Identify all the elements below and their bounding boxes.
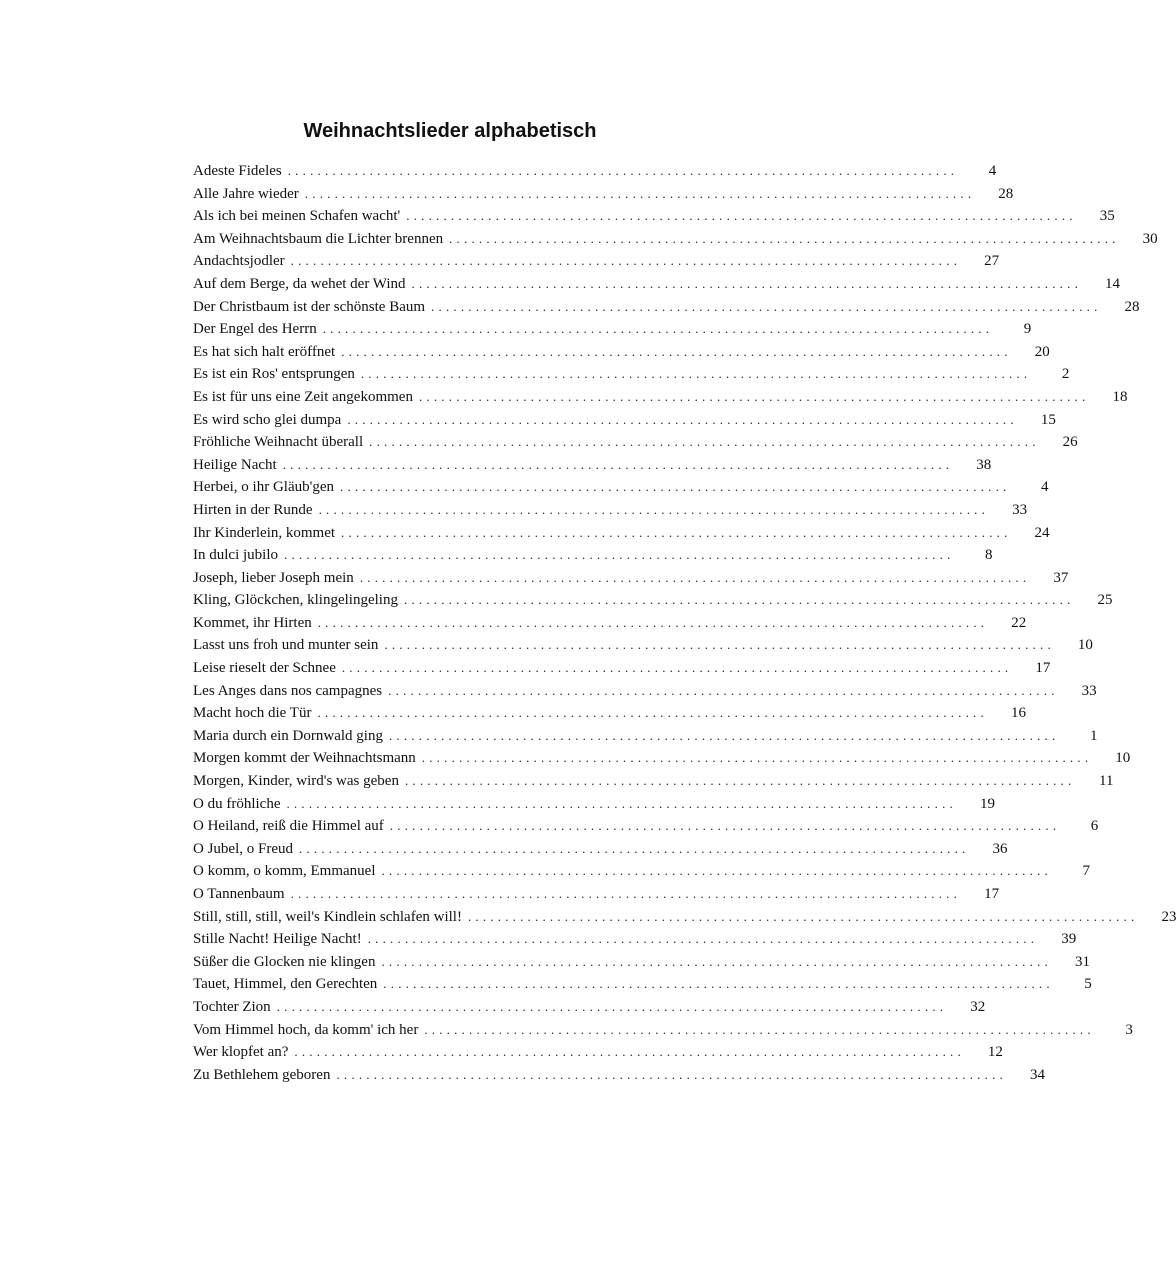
- dot-leader: ..........................................................................................: [388, 682, 1059, 698]
- song-title: Stille Nacht! Heilige Nacht!: [193, 931, 362, 948]
- dot-leader: ..........................................................................................: [341, 524, 1012, 540]
- index-entry: [193, 273, 1121, 296]
- index-entry: [193, 250, 1000, 273]
- dot-leader: ..........................................................................................: [404, 773, 1076, 789]
- index-entry: [193, 951, 1090, 974]
- index-entry: [193, 973, 1092, 996]
- song-title: Adeste Fideles: [193, 163, 282, 179]
- index-entry: [193, 205, 1115, 228]
- dot-leader: ..........................................................................................: [299, 840, 970, 856]
- page-number: 23: [1161, 908, 1176, 925]
- page-title: Weihnachtslieder alphabetisch: [303, 120, 597, 142]
- song-title: Lasst uns froh und munter sein: [193, 637, 379, 654]
- page-number: 31: [1074, 953, 1090, 970]
- index-entry: [193, 1019, 1133, 1042]
- page-number: 15: [1040, 411, 1056, 428]
- page-number: 19: [979, 795, 995, 812]
- dot-leader: ..........................................................................................: [381, 953, 1052, 969]
- index-entry: [193, 363, 1070, 386]
- song-title: Hirten in der Runde: [193, 501, 313, 518]
- page-number: 17: [1035, 660, 1051, 677]
- song-title: Zu Bethlehem geboren: [193, 1066, 331, 1083]
- index-entry: [193, 1041, 1003, 1064]
- index-entry: [193, 996, 986, 1019]
- dot-leader: ..........................................................................................: [276, 998, 948, 1014]
- page-number: 25: [1097, 592, 1113, 609]
- page-number: 17: [984, 886, 1000, 902]
- song-index: [193, 160, 1176, 1086]
- song-title: Auf dem Berge, da wehet der Wind: [193, 275, 406, 292]
- index-entry: [193, 747, 1131, 770]
- index-entry: [193, 386, 1128, 409]
- index-entry: [193, 476, 1049, 499]
- dot-leader: ..........................................................................................: [294, 1044, 965, 1060]
- page-number: 22: [1011, 614, 1027, 631]
- page-number: 34: [1029, 1066, 1045, 1083]
- page-number: 38: [976, 456, 992, 473]
- page-number: 35: [1099, 208, 1115, 225]
- index-entry: [193, 431, 1078, 454]
- song-title: Kommet, ihr Hirten: [193, 614, 312, 631]
- page-number: 6: [1090, 818, 1099, 835]
- song-title: Les Anges dans nos campagnes: [193, 682, 383, 699]
- song-title: O Heiland, reiß die Himmel auf: [193, 818, 384, 835]
- dot-leader: ..........................................................................................: [318, 501, 990, 517]
- page-number: 30: [1142, 230, 1158, 247]
- dot-leader: ..........................................................................................: [317, 614, 989, 630]
- index-entry: [193, 793, 995, 816]
- dot-leader: ..........................................................................................: [369, 434, 1040, 450]
- song-title: Fröhliche Weihnacht überall: [193, 434, 364, 451]
- dot-leader: ..........................................................................................: [431, 298, 1102, 314]
- page-number: 24: [1034, 524, 1050, 541]
- dot-leader: ..........................................................................................: [347, 411, 1018, 427]
- index-entry: [193, 612, 1027, 635]
- dot-leader: ..........................................................................................: [421, 750, 1093, 766]
- index-entry: [193, 499, 1028, 522]
- song-title: Süßer die Glocken nie klingen: [193, 953, 376, 970]
- page-number: 10: [1077, 637, 1093, 654]
- page-number: 39: [1061, 931, 1077, 948]
- page-number: 12: [987, 1044, 1003, 1061]
- dot-leader: ..........................................................................................: [286, 795, 957, 811]
- page-number: 4: [1041, 479, 1049, 496]
- dot-leader: ..........................................................................................: [389, 818, 1061, 834]
- song-title: O Tannenbaum: [193, 886, 285, 902]
- dot-leader: ..........................................................................................: [360, 366, 1032, 382]
- index-entry: [193, 567, 1069, 590]
- index-entry: [193, 906, 1176, 929]
- song-title: Leise rieselt der Schnee: [193, 660, 336, 677]
- index-entry: [193, 815, 1099, 838]
- index-entry: [193, 725, 1098, 748]
- page-number: 9: [1023, 321, 1032, 338]
- song-title: Macht hoch die Tür: [193, 705, 312, 722]
- dot-leader: ..........................................................................................: [359, 569, 1031, 585]
- song-title: Tauet, Himmel, den Gerechten: [193, 976, 378, 993]
- dot-leader: ..........................................................................................: [341, 343, 1012, 359]
- song-title: Heilige Nacht: [193, 456, 277, 473]
- song-title: O du fröhliche: [193, 795, 281, 812]
- dot-leader: ..........................................................................................: [381, 863, 1052, 879]
- page-number: 32: [970, 998, 986, 1015]
- index-entry: [193, 409, 1056, 432]
- page-number: 28: [998, 185, 1014, 202]
- page-number: 7: [1082, 863, 1090, 880]
- song-title: Vom Himmel hoch, da komm' ich her: [193, 1021, 419, 1038]
- dot-leader: ..........................................................................................: [290, 253, 962, 269]
- dot-leader: ..........................................................................................: [411, 275, 1083, 291]
- page-number: 37: [1053, 569, 1069, 586]
- song-title: Es wird scho glei dumpa: [193, 411, 342, 428]
- index-entry: [193, 296, 1140, 319]
- song-title: Still, still, still, weil's Kindlein schlafen will!: [193, 908, 462, 925]
- index-entry: [193, 634, 1093, 657]
- page-number: 3: [1125, 1021, 1133, 1038]
- page-number: 33: [1081, 682, 1097, 699]
- index-entry: [193, 183, 1014, 206]
- song-title: Am Weihnachtsbaum die Lichter brennen: [193, 230, 444, 247]
- song-title: Morgen kommt der Weihnachtsmann: [193, 750, 416, 767]
- dot-leader: ..........................................................................................: [403, 592, 1075, 608]
- index-entry: [193, 544, 993, 567]
- song-title: Alle Jahre wieder: [193, 185, 299, 202]
- page-number: 4: [988, 163, 997, 179]
- page-number: 2: [1061, 366, 1070, 383]
- dot-leader: ..........................................................................................: [317, 705, 988, 721]
- index-entry: [193, 838, 1008, 861]
- index-entry: [193, 589, 1113, 612]
- index-entry: [193, 341, 1050, 364]
- song-title: Der Engel des Herrn: [193, 321, 317, 338]
- dot-leader: ..........................................................................................: [367, 931, 1039, 947]
- index-entry: [193, 657, 1051, 680]
- song-title: Tochter Zion: [193, 998, 271, 1015]
- page-number: 1: [1089, 727, 1098, 744]
- dot-leader: ..........................................................................................: [388, 727, 1060, 743]
- page-number: 10: [1115, 750, 1131, 767]
- song-title: Es ist ein Ros' entsprungen: [193, 366, 355, 383]
- dot-leader: ..........................................................................................: [322, 321, 994, 337]
- index-entry: [193, 228, 1158, 251]
- page-number: 14: [1105, 275, 1121, 292]
- index-entry: [193, 454, 992, 477]
- song-title: Joseph, lieber Joseph mein: [193, 569, 354, 586]
- index-entry: [193, 318, 1032, 341]
- song-title: Herbei, o ihr Gläub'gen: [193, 479, 334, 496]
- dot-leader: ..........................................................................................: [467, 908, 1139, 924]
- page-number: 36: [992, 840, 1008, 857]
- song-title: O Jubel, o Freud: [193, 840, 293, 857]
- song-title: Maria durch ein Dornwald ging: [193, 727, 383, 744]
- song-title: Als ich bei meinen Schafen wacht': [193, 208, 401, 225]
- song-title: In dulci jubilo: [193, 547, 278, 564]
- page-number: 26: [1062, 434, 1078, 451]
- dot-leader: ..........................................................................................: [284, 547, 955, 563]
- page-number: 5: [1084, 976, 1092, 993]
- page-number: 18: [1112, 388, 1128, 405]
- index-entry: [193, 702, 1026, 725]
- dot-leader: ..........................................................................................: [287, 163, 959, 178]
- song-title: Es ist für uns eine Zeit angekommen: [193, 388, 413, 405]
- dot-leader: ..........................................................................................: [406, 208, 1077, 224]
- dot-leader: ..........................................................................................: [340, 479, 1011, 495]
- index-entry: [193, 883, 1000, 906]
- dot-leader: ..........................................................................................: [282, 456, 954, 472]
- dot-leader: ..........................................................................................: [384, 637, 1055, 653]
- song-title: Andachtsjodler: [193, 253, 285, 270]
- song-title: Kling, Glöckchen, klingelingeling: [193, 592, 398, 609]
- page-number: 8: [985, 547, 993, 564]
- song-title: Es hat sich halt eröffnet: [193, 343, 336, 360]
- index-entry: [193, 1064, 1045, 1087]
- song-title: O komm, o komm, Emmanuel: [193, 863, 376, 880]
- index-entry: [193, 860, 1090, 883]
- page-number: 11: [1099, 773, 1114, 790]
- dot-leader: ..........................................................................................: [449, 230, 1120, 246]
- song-title: Der Christbaum ist der schönste Baum: [193, 298, 426, 315]
- page-number: 20: [1034, 343, 1050, 360]
- song-title: Wer klopfet an?: [193, 1044, 289, 1061]
- dot-leader: ..........................................................................................: [418, 388, 1090, 404]
- dot-leader: ..........................................................................................: [383, 976, 1054, 992]
- index-entry: [193, 770, 1114, 793]
- index-entry: [193, 928, 1077, 951]
- dot-leader: ..........................................................................................: [304, 185, 976, 201]
- page-number: 28: [1124, 298, 1140, 315]
- song-title: Ihr Kinderlein, kommet: [193, 524, 336, 541]
- dot-leader: ..........................................................................................: [336, 1066, 1007, 1082]
- dot-leader: ..........................................................................................: [290, 886, 962, 901]
- index-entry: [193, 522, 1050, 545]
- song-title: Morgen, Kinder, wird's was geben: [193, 773, 399, 790]
- page-number: 27: [984, 253, 1000, 270]
- dot-leader: ..........................................................................................: [341, 660, 1013, 676]
- index-entry: [193, 680, 1097, 703]
- index-entry: [193, 160, 997, 183]
- dot-leader: ..........................................................................................: [424, 1021, 1095, 1037]
- page-number: 16: [1010, 705, 1026, 722]
- page-number: 33: [1012, 501, 1028, 518]
